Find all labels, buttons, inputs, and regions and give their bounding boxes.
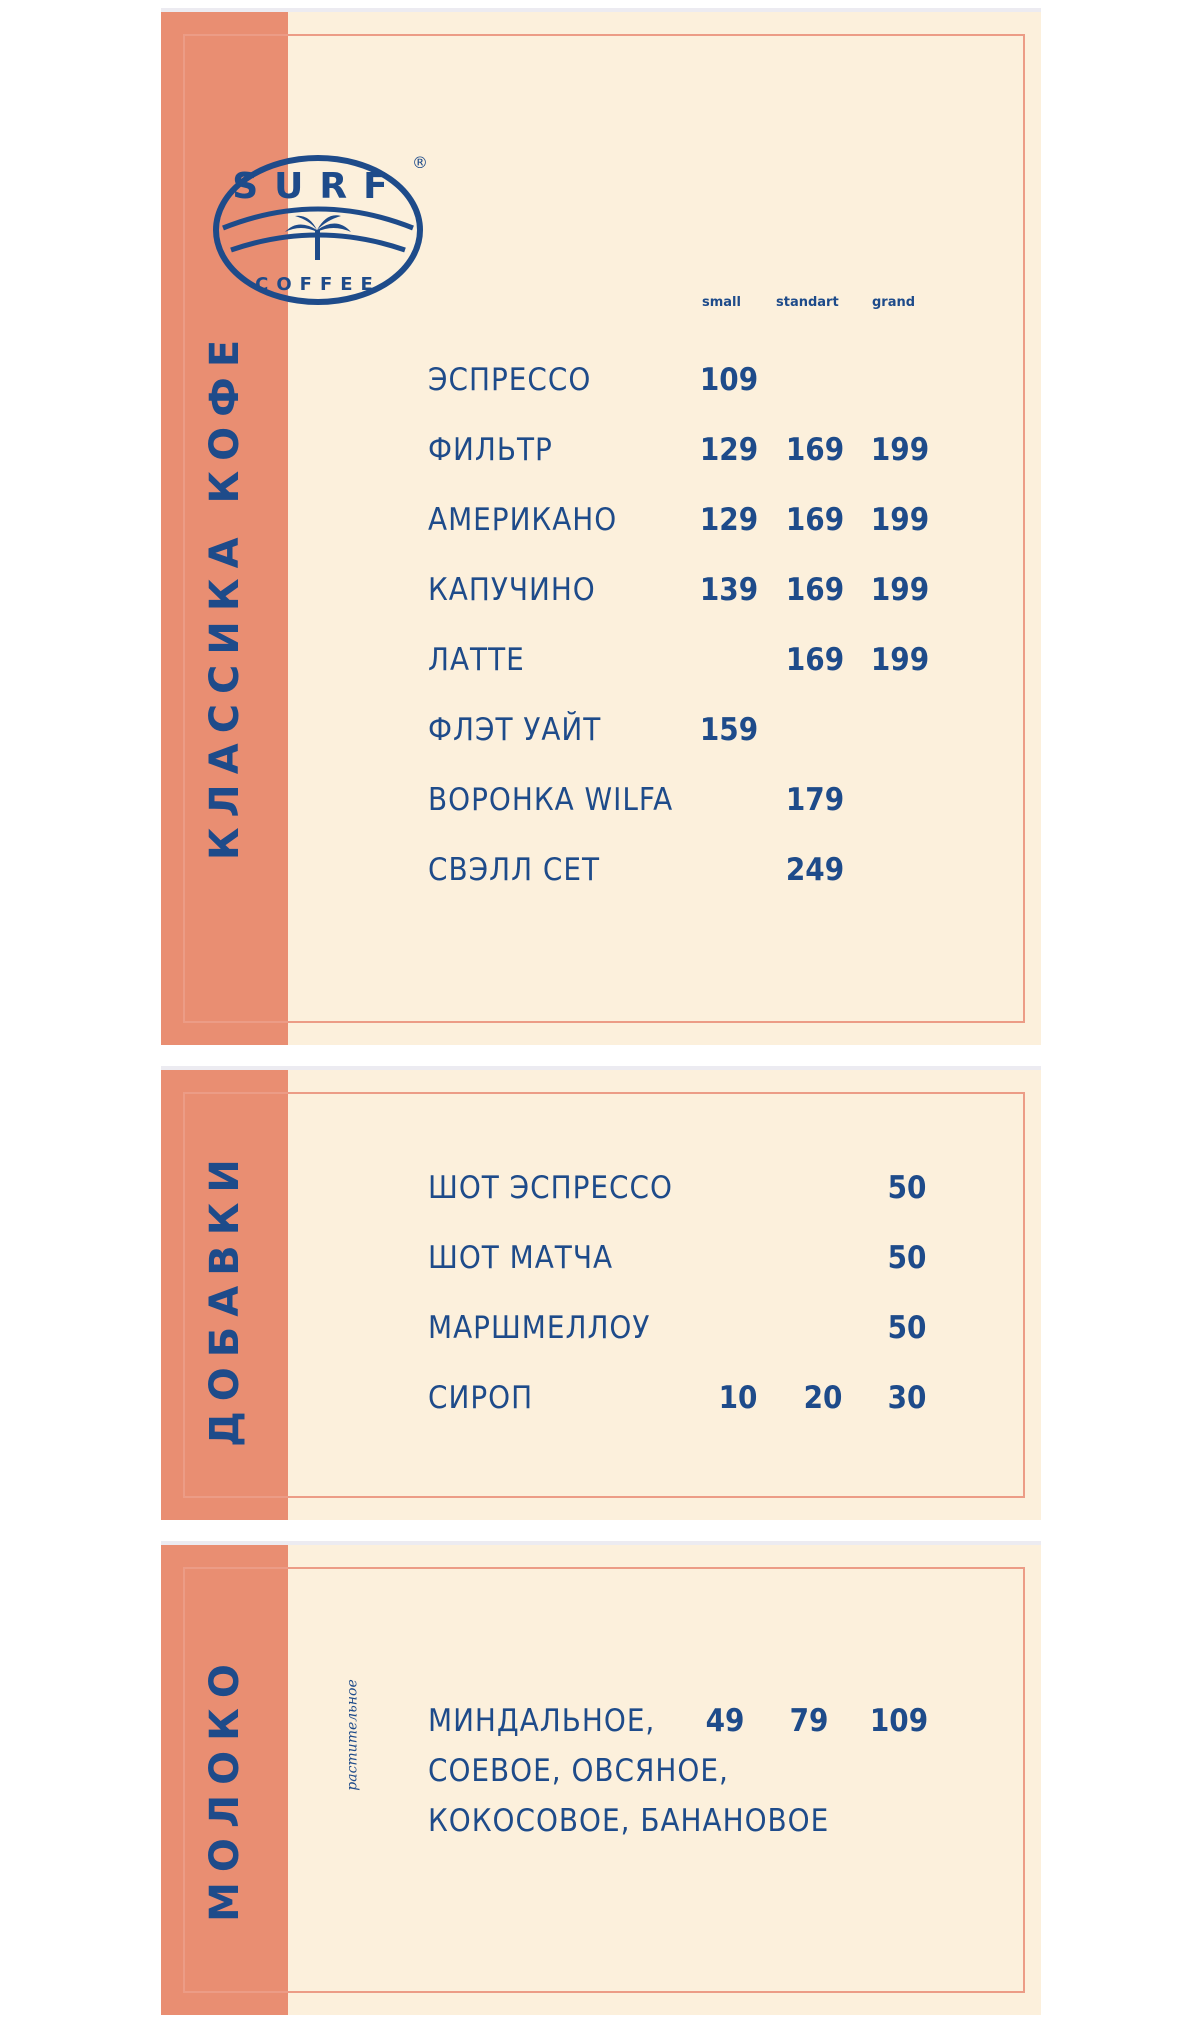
menu-item-name: ВОРОНКА WILFA	[428, 782, 674, 818]
menu-item-name: СВЭЛЛ СЕТ	[428, 852, 601, 888]
price-small: 159	[699, 712, 759, 748]
milk-line: КОКОСОВОЕ, БАНАНОВОЕ	[428, 1803, 830, 1839]
price-grand: 199	[870, 642, 930, 678]
menu-item	[428, 642, 988, 682]
size-header-grand: grand	[872, 295, 916, 310]
menu-item	[428, 1380, 988, 1420]
size-header-standart: standart	[776, 295, 839, 310]
price-standart: 20	[803, 1380, 843, 1416]
price-standart: 249	[785, 852, 845, 888]
section-subtitle-milk: растительное	[344, 1679, 361, 1791]
menu-item	[428, 1170, 988, 1210]
card-frame	[183, 1092, 1025, 1498]
price-grand: 109	[869, 1703, 929, 1739]
registered-mark: ®	[412, 153, 428, 172]
menu-item	[428, 572, 988, 612]
price-small: 129	[699, 432, 759, 468]
milk-line: МИНДАЛЬНОЕ,	[428, 1703, 656, 1739]
section-title-addons: ДОБАВКИ	[202, 1149, 248, 1447]
price-grand: 199	[870, 572, 930, 608]
logo-text-coffee: COFFEE	[255, 274, 381, 295]
menu-item-name: ФЛЭТ УАЙТ	[428, 712, 602, 748]
price-small: 109	[699, 362, 759, 398]
section-title-milk: МОЛОКО	[202, 1654, 248, 1922]
price-standart: 79	[789, 1703, 829, 1739]
price-grand: 30	[887, 1380, 927, 1416]
menu-item-name: ШОТ ЭСПРЕССО	[428, 1170, 673, 1206]
price-grand: 199	[870, 502, 930, 538]
logo-text-surf: SURF	[232, 166, 404, 207]
price-grand: 199	[870, 432, 930, 468]
price-standart: 169	[785, 642, 845, 678]
size-header-small: small	[702, 295, 741, 310]
menu-item-name: ЛАТТЕ	[428, 642, 525, 678]
menu-item-name: МАРШМЕЛЛОУ	[428, 1310, 651, 1346]
menu-item	[428, 502, 988, 542]
menu-item	[428, 1310, 988, 1350]
surf-coffee-logo	[213, 140, 443, 310]
menu-item-name: АМЕРИКАНО	[428, 502, 618, 538]
price-standart: 169	[785, 572, 845, 608]
price-small: 129	[699, 502, 759, 538]
menu-item	[428, 782, 988, 822]
milk-prices	[428, 1703, 988, 1743]
menu-item	[428, 362, 988, 402]
price-small: 10	[718, 1380, 758, 1416]
menu-item	[428, 852, 988, 892]
price-standart: 179	[785, 782, 845, 818]
section-title-classic: КЛАССИКА КОФЕ	[202, 329, 248, 861]
menu-item-name: ШОТ МАТЧА	[428, 1240, 614, 1276]
menu-item	[428, 1240, 988, 1280]
menu-item-name: ЭСПРЕССО	[428, 362, 592, 398]
price-standart: 169	[785, 502, 845, 538]
menu-item-name: ФИЛЬТР	[428, 432, 553, 468]
price-standart: 169	[785, 432, 845, 468]
price-grand: 50	[887, 1240, 927, 1276]
price-small: 49	[705, 1703, 745, 1739]
menu-item-name: КАПУЧИНО	[428, 572, 596, 608]
price-grand: 50	[887, 1170, 927, 1206]
milk-line: СОЕВОЕ, ОВСЯНОЕ,	[428, 1753, 729, 1789]
price-small: 139	[699, 572, 759, 608]
menu-card-addons	[161, 1070, 1041, 1520]
menu-item	[428, 432, 988, 472]
price-grand: 50	[887, 1310, 927, 1346]
menu-item-name: СИРОП	[428, 1380, 534, 1416]
menu-item	[428, 712, 988, 752]
